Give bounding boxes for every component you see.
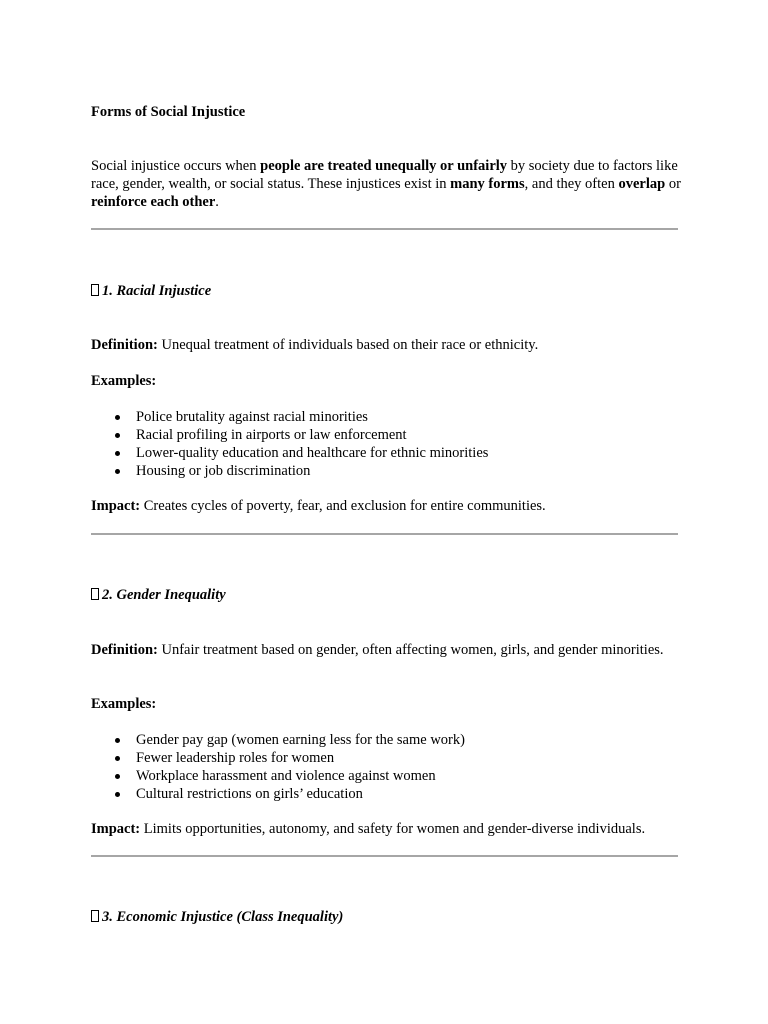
impact-line: [91, 497, 546, 515]
list-item: Cultural restrictions on girls’ education: [91, 785, 465, 803]
missing-glyph-icon: [91, 588, 99, 600]
section-heading-economic-injustice: [91, 908, 343, 926]
definition-line: [91, 641, 681, 659]
examples-label: [91, 372, 156, 390]
impact-text: Creates cycles of poverty, fear, and exclusion for entire communities.: [140, 498, 546, 514]
impact-label: Impact:: [91, 498, 141, 514]
list-item: Racial profiling in airports or law enforcement: [91, 426, 488, 444]
intro-bold-1: people are treated unequally or unfairly: [260, 158, 508, 174]
examples-label-text: Examples:: [91, 373, 157, 389]
definition-text: Unfair treatment based on gender, often affecting women, girls, and gender minorities.: [157, 642, 664, 658]
impact-text: Limits opportunities, autonomy, and safety for women and gender-diverse individuals.: [140, 821, 646, 837]
document-title: Forms of Social Injustice: [91, 104, 246, 120]
examples-label-text: Examples:: [91, 696, 157, 712]
impact-line: [91, 820, 645, 838]
list-item: Lower-quality education and healthcare for ethnic minorities: [91, 444, 488, 462]
impact-label: Impact:: [91, 821, 141, 837]
list-item: Housing or job discrimination: [91, 462, 488, 480]
intro-paragraph: [91, 157, 681, 211]
examples-label: [91, 695, 156, 713]
examples-list: [91, 408, 488, 480]
horizontal-divider: [91, 228, 678, 230]
definition-text: Unequal treatment of individuals based on their race or ethnicity.: [157, 337, 539, 353]
horizontal-divider: [91, 533, 678, 535]
missing-glyph-icon: [91, 910, 99, 922]
definition-label: Definition:: [91, 642, 158, 658]
list-item: Workplace harassment and violence against women: [91, 767, 465, 785]
section-heading-text: 1. Racial Injustice: [102, 283, 212, 299]
definition-label: Definition:: [91, 337, 158, 353]
section-heading-text: 3. Economic Injustice (Class Inequality): [102, 909, 344, 925]
intro-bold-4: reinforce each other: [91, 194, 216, 210]
section-heading-racial-injustice: [91, 282, 211, 300]
list-item: Police brutality against racial minorities: [91, 408, 488, 426]
section-heading-text: 2. Gender Inequality: [102, 587, 226, 603]
intro-text-3: , and they often: [524, 176, 619, 192]
examples-list: [91, 731, 465, 803]
section-heading-gender-inequality: [91, 586, 226, 604]
intro-text-5: .: [215, 194, 219, 210]
intro-text-4: or: [665, 176, 681, 192]
intro-text-1: Social injustice occurs when: [91, 158, 261, 174]
list-item: Gender pay gap (women earning less for the same work): [91, 731, 465, 749]
intro-bold-2: many forms: [450, 176, 525, 192]
intro-text-2: by society due to factors like race, gender, wealth, or social status. These injustices exist in: [91, 158, 678, 192]
horizontal-divider: [91, 855, 678, 857]
definition-line: [91, 336, 538, 354]
list-item: Fewer leadership roles for women: [91, 749, 465, 767]
intro-bold-3: overlap: [618, 176, 666, 192]
missing-glyph-icon: [91, 284, 99, 296]
